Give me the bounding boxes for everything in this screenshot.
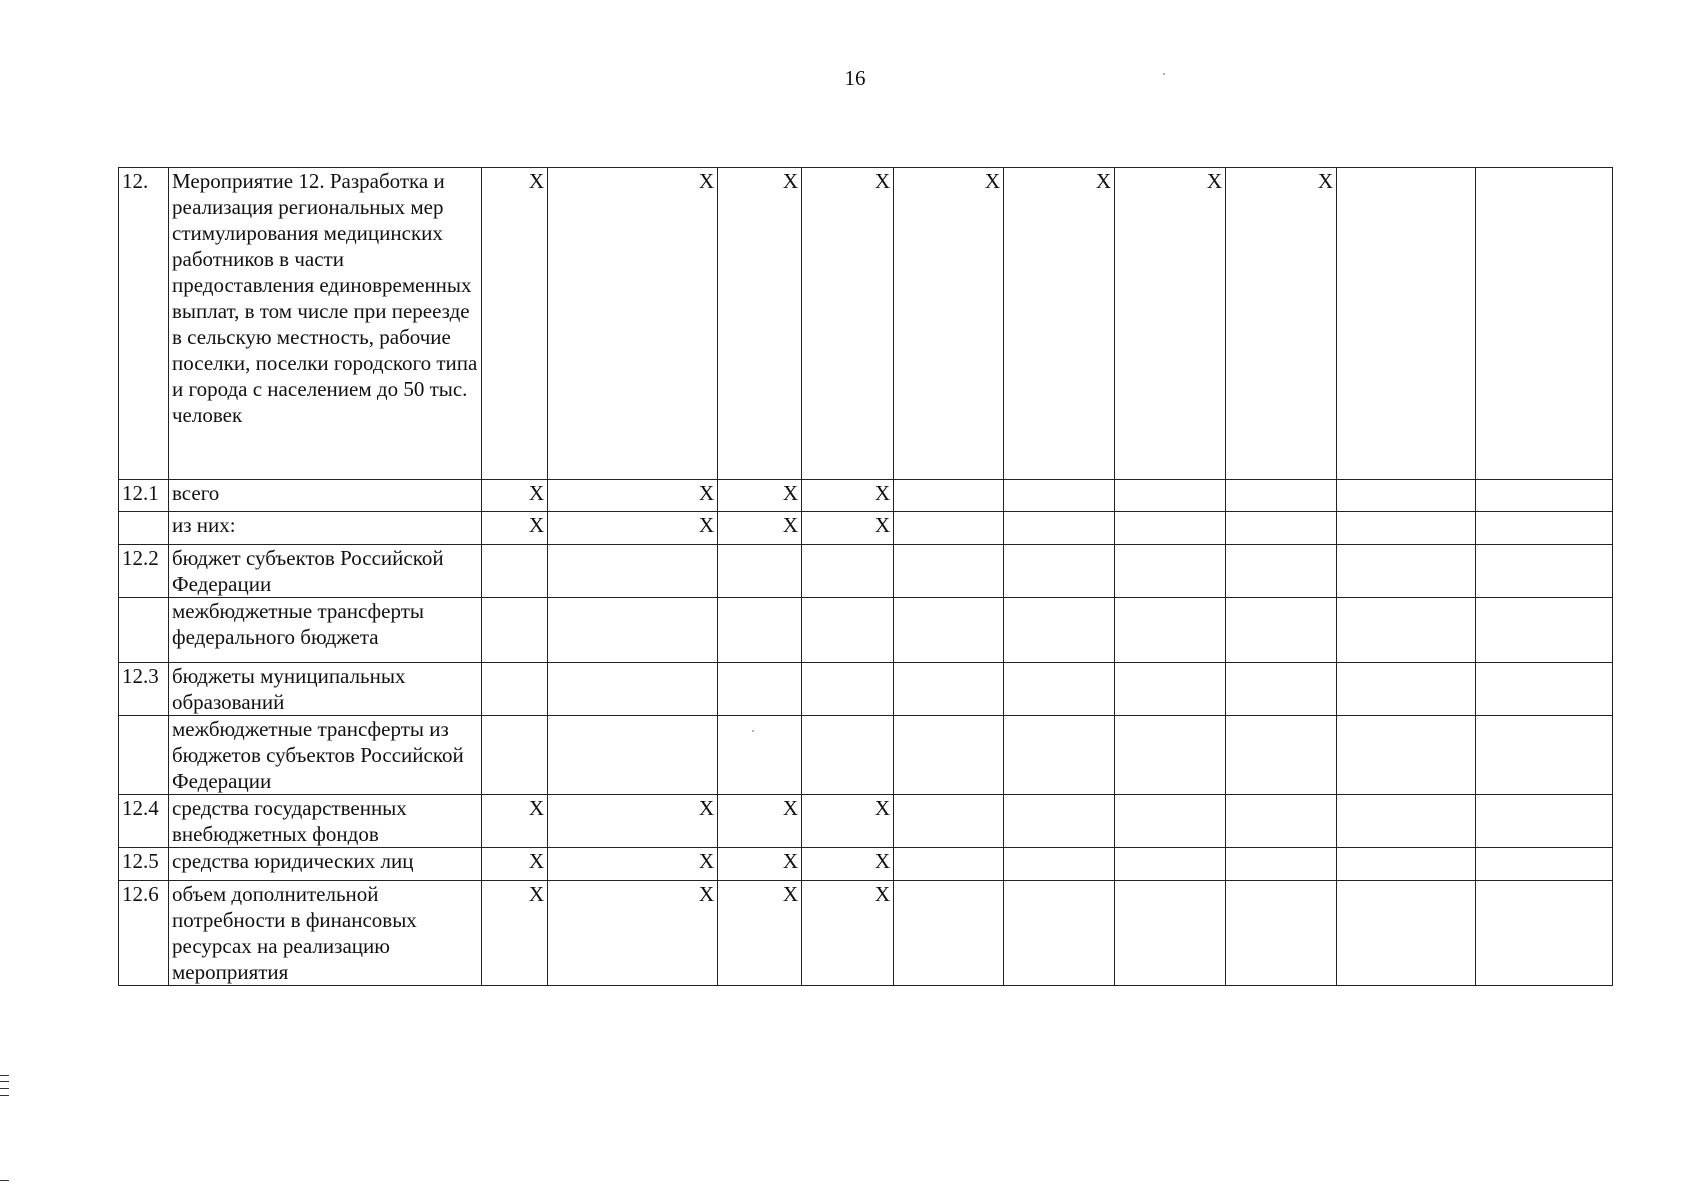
x-mark-cell: X xyxy=(482,512,548,545)
row-description: межбюджетные трансферты из бюджетов субъектов Российской Федерации xyxy=(169,716,482,795)
mark-cell xyxy=(1004,881,1115,986)
x-mark-cell: X xyxy=(802,512,894,545)
x-mark-cell: X xyxy=(802,848,894,881)
table-row xyxy=(119,512,1613,545)
margin-mark xyxy=(0,1075,9,1076)
mark-cell xyxy=(1004,545,1115,598)
margin-mark xyxy=(0,1180,9,1181)
mark-cell xyxy=(1115,480,1226,512)
mark-cell xyxy=(1115,663,1226,716)
mark-cell xyxy=(894,598,1004,663)
x-mark-cell: X xyxy=(1004,168,1115,480)
mark-cell xyxy=(548,598,718,663)
mark-cell xyxy=(802,716,894,795)
row-number: 12.5 xyxy=(119,848,169,881)
x-mark-cell: X xyxy=(718,168,802,480)
row-description: межбюджетные трансферты федерального бюджета xyxy=(169,598,482,663)
mark-cell xyxy=(1476,795,1613,848)
x-mark-cell: X xyxy=(548,881,718,986)
x-mark-cell: X xyxy=(718,848,802,881)
mark-cell xyxy=(1476,598,1613,663)
table-row xyxy=(119,598,1613,663)
mark-cell xyxy=(894,848,1004,881)
mark-cell xyxy=(894,512,1004,545)
mark-cell xyxy=(1115,848,1226,881)
mark-cell xyxy=(1476,480,1613,512)
mark-cell xyxy=(482,598,548,663)
row-description: Мероприятие 12. Разработка и реализация региональных мер стимулирования медицинских работников в части предоставления единовременных выплат, в том числе при переезде в сельскую местность, рабочие поселки, поселки городского типа и города с населением до 50 тыс. человек xyxy=(169,168,482,480)
x-mark-cell: X xyxy=(548,168,718,480)
table-row xyxy=(119,881,1613,986)
mark-cell xyxy=(1226,598,1337,663)
table-row xyxy=(119,716,1613,795)
mark-cell xyxy=(894,716,1004,795)
mark-cell xyxy=(1337,168,1476,480)
mark-cell xyxy=(482,716,548,795)
x-mark-cell: X xyxy=(1226,168,1337,480)
row-description: объем дополнительной потребности в финансовых ресурсах на реализацию мероприятия xyxy=(169,881,482,986)
mark-cell xyxy=(1004,598,1115,663)
row-description: средства государственных внебюджетных фондов xyxy=(169,795,482,848)
row-number xyxy=(119,716,169,795)
mark-cell xyxy=(1476,716,1613,795)
x-mark-cell: X xyxy=(1115,168,1226,480)
mark-cell xyxy=(1226,663,1337,716)
x-mark-cell: X xyxy=(802,881,894,986)
mark-cell xyxy=(802,663,894,716)
mark-cell xyxy=(548,663,718,716)
mark-cell xyxy=(1476,168,1613,480)
row-number xyxy=(119,512,169,545)
row-description: всего xyxy=(169,480,482,512)
mark-cell xyxy=(1476,512,1613,545)
table-row xyxy=(119,545,1613,598)
x-mark-cell: X xyxy=(548,848,718,881)
mark-cell xyxy=(1337,663,1476,716)
mark-cell xyxy=(894,480,1004,512)
mark-cell xyxy=(1115,716,1226,795)
mark-cell xyxy=(1337,795,1476,848)
mark-cell xyxy=(1337,881,1476,986)
row-number xyxy=(119,598,169,663)
x-mark-cell: X xyxy=(718,881,802,986)
table-row xyxy=(119,168,1613,480)
table-row xyxy=(119,795,1613,848)
mark-cell xyxy=(1476,848,1613,881)
mark-cell xyxy=(1226,881,1337,986)
x-mark-cell: X xyxy=(894,168,1004,480)
mark-cell xyxy=(1004,512,1115,545)
mark-cell xyxy=(1004,848,1115,881)
mark-cell xyxy=(1337,598,1476,663)
mark-cell xyxy=(1004,795,1115,848)
x-mark-cell: X xyxy=(802,480,894,512)
mark-cell xyxy=(1115,512,1226,545)
x-mark-cell: X xyxy=(802,795,894,848)
mark-cell xyxy=(1226,480,1337,512)
row-description: из них: xyxy=(169,512,482,545)
x-mark-cell: X xyxy=(482,881,548,986)
mark-cell xyxy=(548,545,718,598)
mark-cell xyxy=(1337,848,1476,881)
mark-cell xyxy=(548,716,718,795)
row-number: 12.4 xyxy=(119,795,169,848)
table-row xyxy=(119,848,1613,881)
mark-cell xyxy=(718,716,802,795)
mark-cell xyxy=(718,598,802,663)
mark-cell xyxy=(894,545,1004,598)
mark-cell xyxy=(802,545,894,598)
x-mark-cell: X xyxy=(548,795,718,848)
mark-cell xyxy=(1004,663,1115,716)
mark-cell xyxy=(1115,795,1226,848)
mark-cell xyxy=(718,663,802,716)
row-number: 12.2 xyxy=(119,545,169,598)
table-row xyxy=(119,480,1613,512)
x-mark-cell: X xyxy=(718,512,802,545)
mark-cell xyxy=(1115,545,1226,598)
mark-cell xyxy=(1476,881,1613,986)
mark-cell xyxy=(1476,545,1613,598)
mark-cell xyxy=(894,663,1004,716)
x-mark-cell: X xyxy=(482,848,548,881)
x-mark-cell: X xyxy=(482,480,548,512)
row-description: бюджеты муниципальных образований xyxy=(169,663,482,716)
mark-cell xyxy=(1337,512,1476,545)
x-mark-cell: X xyxy=(482,168,548,480)
mark-cell xyxy=(1004,716,1115,795)
table-row xyxy=(119,663,1613,716)
mark-cell xyxy=(1115,881,1226,986)
row-number: 12.3 xyxy=(119,663,169,716)
mark-cell xyxy=(1226,512,1337,545)
scan-artifact xyxy=(1163,73,1165,75)
row-description: средства юридических лиц xyxy=(169,848,482,881)
row-number: 12.6 xyxy=(119,881,169,986)
funding-table xyxy=(118,167,1613,986)
mark-cell xyxy=(1226,795,1337,848)
page-number: 16 xyxy=(844,66,866,90)
mark-cell xyxy=(482,545,548,598)
mark-cell xyxy=(1115,598,1226,663)
x-mark-cell: X xyxy=(548,512,718,545)
x-mark-cell: X xyxy=(718,480,802,512)
margin-mark xyxy=(0,1081,9,1082)
row-number: 12. xyxy=(119,168,169,480)
mark-cell xyxy=(894,881,1004,986)
row-number: 12.1 xyxy=(119,480,169,512)
margin-mark xyxy=(0,1095,9,1096)
x-mark-cell: X xyxy=(802,168,894,480)
row-description: бюджет субъектов Российской Федерации xyxy=(169,545,482,598)
mark-cell xyxy=(1337,716,1476,795)
mark-cell xyxy=(482,663,548,716)
x-mark-cell: X xyxy=(548,480,718,512)
mark-cell xyxy=(1226,545,1337,598)
mark-cell xyxy=(1004,480,1115,512)
margin-mark xyxy=(0,1088,9,1089)
mark-cell xyxy=(1337,545,1476,598)
mark-cell xyxy=(1226,716,1337,795)
x-mark-cell: X xyxy=(482,795,548,848)
mark-cell xyxy=(802,598,894,663)
mark-cell xyxy=(1337,480,1476,512)
mark-cell xyxy=(1226,848,1337,881)
mark-cell xyxy=(718,545,802,598)
mark-cell xyxy=(1476,663,1613,716)
x-mark-cell: X xyxy=(718,795,802,848)
mark-cell xyxy=(894,795,1004,848)
